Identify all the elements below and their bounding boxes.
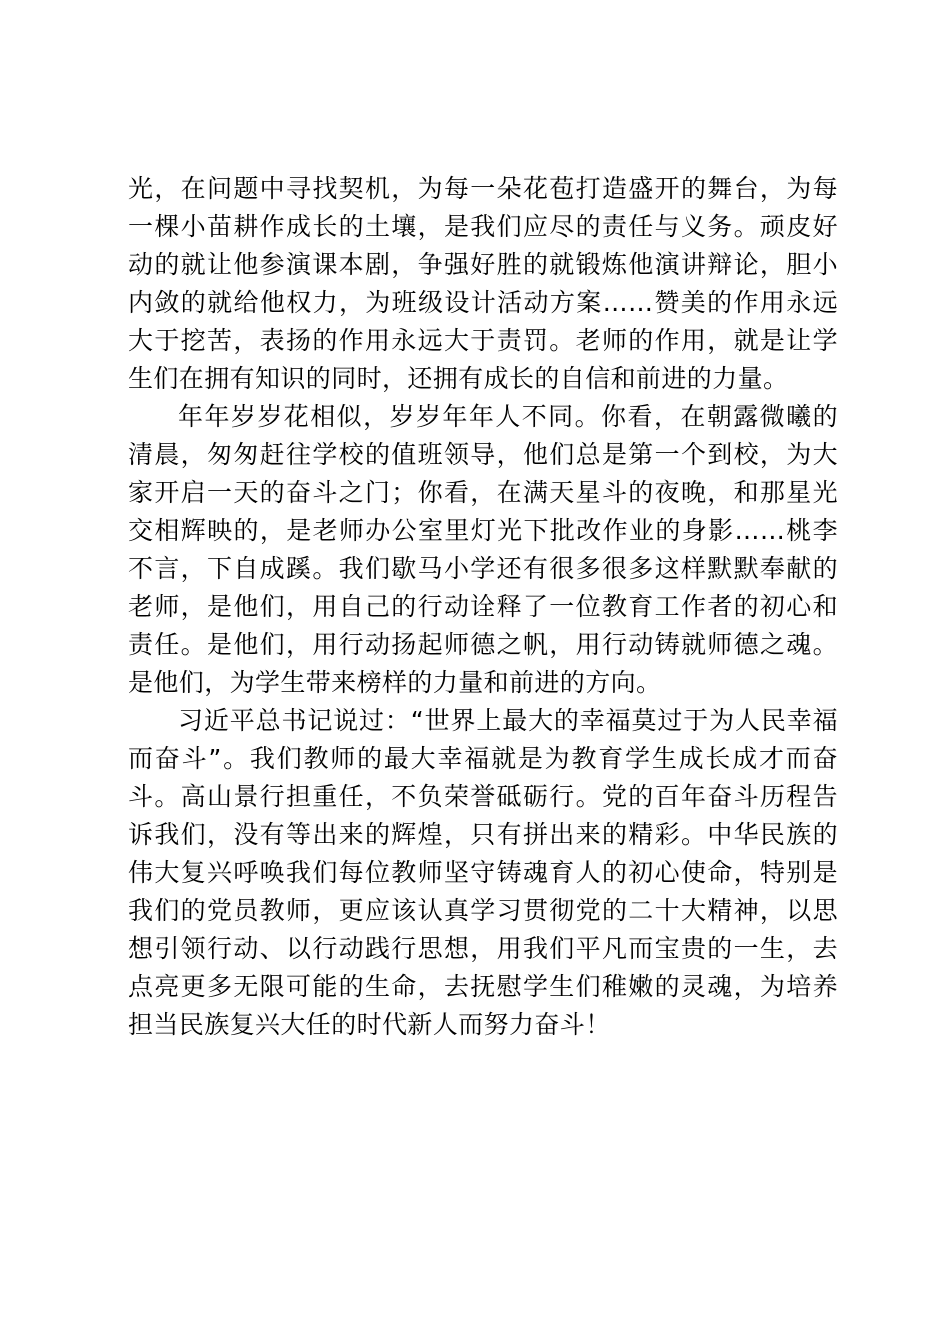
paragraph-continued: 光，在问题中寻找契机，为每一朵花苞打造盛开的舞台，为每一棵小苗耕作成长的土壤，是我们应尽的责任与义务。顽皮好动的就让他参演课本剧，争强好胜的就锻炼他演讲辩论，胆小内敛的就给他权力，为班级设计活动方案……赞美的作用永远大于挖苦，表扬的作用永远大于责罚。老师的作用，就是让学生们在拥有知识的同时，还拥有成长的自信和前进的力量。 — [128, 174, 838, 393]
paragraph: 年年岁岁花相似，岁岁年年人不同。你看，在朝露微曦的清晨，匆匆赶往学校的值班领导，他们总是第一个到校，为大家开启一天的奋斗之门；你看，在满天星斗的夜晚，和那星光交相辉映的，是老师办公室里灯光下批改作业的身影……桃李不言，下自成蹊。我们歇马小学还有很多很多这样默默奉献的老师，是他们，用自己的行动诠释了一位教育工作者的初心和责任。是他们，用行动扬起师德之帆，用行动铸就师德之魂。是他们，为学生带来榜样的力量和前进的方向。 — [128, 402, 838, 697]
paragraph: 习近平总书记说过：“世界上最大的幸福莫过于为人民幸福而奋斗”。我们教师的最大幸福就是为教育学生成长成才而奋斗。高山景行担重任，不负荣誉砥砺行。党的百年奋斗历程告诉我们，没有等出来的辉煌，只有拼出来的精彩。中华民族的伟大复兴呼唤我们每位教师坚守铸魂育人的初心使命，特别是我们的党员教师，更应该认真学习贯彻党的二十大精神，以思想引领行动、以行动践行思想，用我们平凡而宝贵的一生，去点亮更多无限可能的生命，去抚慰学生们稚嫩的灵魂，为培养担当民族复兴大任的时代新人而努力奋斗！ — [128, 706, 838, 1039]
body-text — [128, 170, 838, 1044]
